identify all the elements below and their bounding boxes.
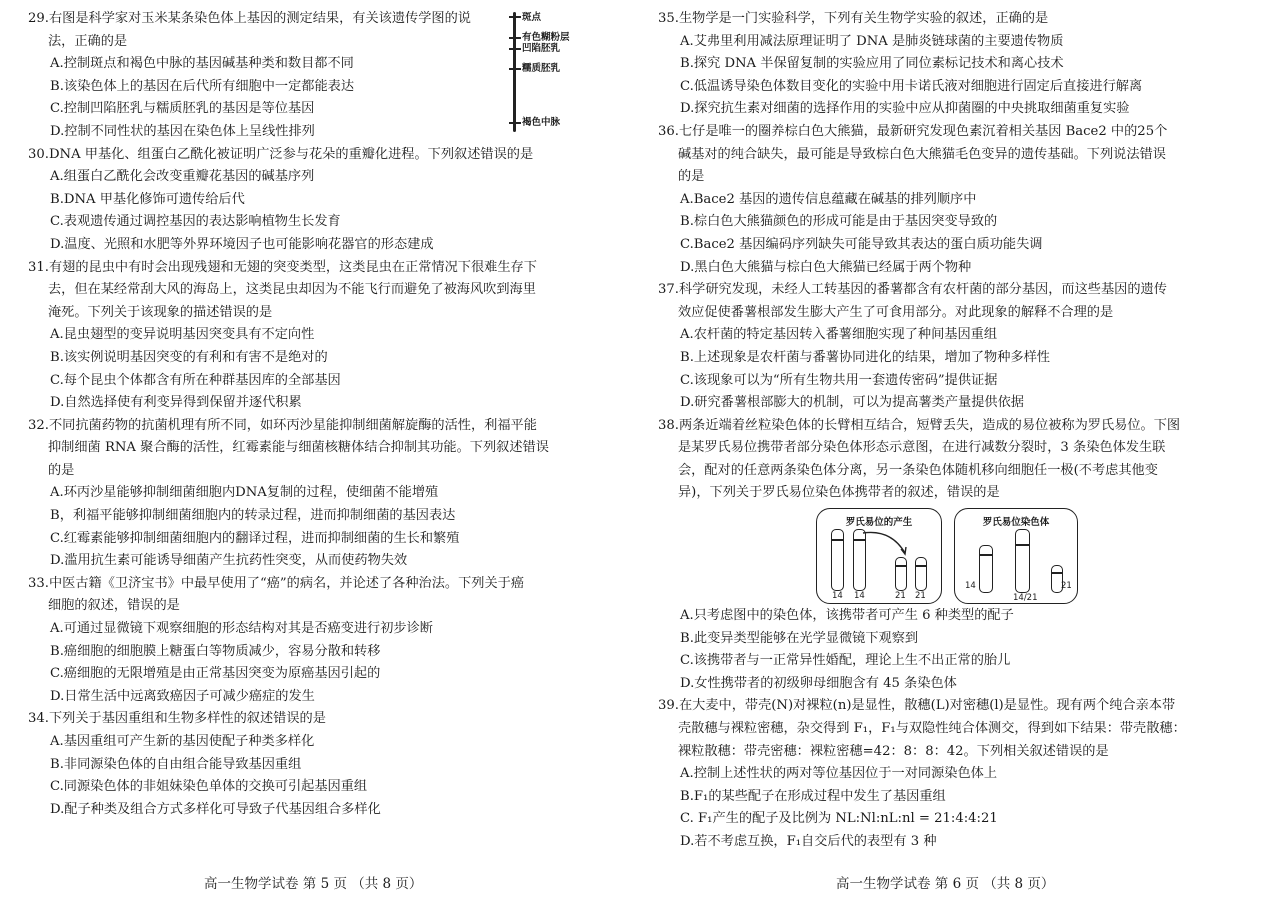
question-stem-line: 的是 <box>48 462 75 478</box>
answer-option: B.此变异类型能够在光学显微镜下观察到 <box>680 630 919 646</box>
question-q31 <box>28 257 618 415</box>
answer-option: D.若不考虑互换，F₁自交后代的表型有 3 种 <box>680 834 937 849</box>
locus-label-shrunken: 凹陷胚乳 <box>522 43 561 54</box>
question-q37 <box>658 279 1258 415</box>
locus-tick <box>509 68 521 70</box>
question-stem-line: 会，配对的任意两条染色体分离，另一条染色体随机移向细胞任一极(不考虑其他变 <box>678 462 1158 478</box>
question-stem-line: 细胞的叙述，错误的是 <box>48 598 180 614</box>
answer-option: B.癌细胞的细胞膜上糖蛋白等物质减少，容易分散和转移 <box>50 643 381 659</box>
answer-option: B.上述现象是农杆菌与番薯协同进化的结果，增加了物种多样性 <box>680 349 1050 365</box>
answer-option: A.农杆菌的特定基因转入番薯细胞实现了种间基因重组 <box>680 327 998 343</box>
answer-option: A.环丙沙星能够抑制细菌细胞内DNA复制的过程，使细菌不能增殖 <box>50 485 439 501</box>
answer-option: C.癌细胞的无限增殖是由正常基因突变为原癌基因引起的 <box>50 666 381 682</box>
right-column-questions <box>658 8 1258 505</box>
chromosome-label: 21 <box>895 591 906 601</box>
locus-label-spots: 斑点 <box>522 12 542 23</box>
chromosome-label: 14/21 <box>1013 593 1038 603</box>
chromosome-21 <box>915 557 927 591</box>
answer-option: A.可通过显微镜下观察细胞的形态结构对其是否癌变进行初步诊断 <box>50 621 433 637</box>
question-stem-line: 37.科学研究发现，未经人工转基因的番薯都含有农杆菌的部分基因，而这些基因的遗传 <box>658 282 1167 298</box>
chromosome-label: 14 <box>965 581 976 591</box>
answer-option: A.控制上述性状的两对等位基因位于一对同源染色体上 <box>680 766 998 782</box>
answer-option: D.控制不同性状的基因在染色体上呈线性排列 <box>50 123 315 139</box>
answer-option: D.探究抗生素对细菌的选择作用的实验中应从抑菌圈的中央挑取细菌重复实验 <box>680 101 1130 117</box>
locus-label-waxy: 糯质胚乳 <box>522 63 561 74</box>
answer-option: B.F₁的某些配子在形成过程中发生了基因重组 <box>680 788 946 804</box>
chromosome-14-21 <box>1015 529 1030 593</box>
locus-label-aleurone: 有色糊粉层 <box>522 32 570 43</box>
question-stem-line: 34.下列关于基因重组和生物多样性的叙述错误的是 <box>28 711 326 727</box>
answer-option: D.黑白色大熊猫与棕白色大熊猫已经属于两个物种 <box>680 259 972 275</box>
question-stem-line: 30.DNA 甲基化、组蛋白乙酰化被证明广泛参与花朵的重瓣化进程。下列叙述错误的是 <box>28 146 534 162</box>
answer-option: A.昆虫翅型的变异说明基因突变具有不定向性 <box>50 327 315 343</box>
robertsonian-figure <box>816 508 1078 604</box>
question-stem-line: 壳散穗与裸粒密穗，杂交得到 F₁，F₁与双隐性纯合体测交，得到如下结果：带壳散穗： <box>678 721 1186 737</box>
question-stem-line: 裸粒散穗：带壳密穗：裸粒密穗=42：8：8：42。下列相关叙述错误的是 <box>678 743 1109 759</box>
answer-option: B，利福平能够抑制细菌细胞内的转录过程，进而抑制细菌的基因表达 <box>50 508 456 524</box>
page-footer-right: 高一生物学试卷 第 6 页 （共 8 页） <box>836 876 1055 892</box>
answer-option: D.温度、光照和水肥等外界环境因子也可能影响花器官的形态建成 <box>50 236 434 252</box>
answer-option: A.基因重组可产生新的基因使配子种类多样化 <box>50 734 315 749</box>
answer-option: C.红霉素能够抑制细菌细胞内的翻译过程，进而抑制细菌的生长和繁殖 <box>50 530 460 546</box>
chromosome-14 <box>979 545 993 593</box>
answer-option: C.该携带者与一正常异性婚配，理论上生不出正常的胎儿 <box>680 653 1011 669</box>
answer-option: C.同源染色体的非姐妹染色单体的交换可引起基因重组 <box>50 779 368 795</box>
question-stem-line: 是某罗氏易位携带者部分染色体形态示意图，在进行减数分裂时，3 条染色体发生联 <box>678 440 1166 456</box>
answer-option: C.控制凹陷胚乳与糯质胚乳的基因是等位基因 <box>50 101 315 117</box>
arrow-icon <box>861 527 911 557</box>
question-stem-line: 效应促使番薯根部发生膨大产生了可食用部分。对此现象的解释不合理的是 <box>678 304 1114 320</box>
question-stem-line: 异)，下列关于罗氏易位染色体携带者的叙述，错误的是 <box>678 485 1000 501</box>
chromosome-21 <box>895 557 907 591</box>
panel-title: 罗氏易位的产生 <box>845 517 913 528</box>
answer-option: D.自然选择使有利变异得到保留并逐代积累 <box>50 395 302 411</box>
question-q30 <box>28 144 618 257</box>
question-39 <box>658 695 1258 853</box>
question-q32 <box>28 415 618 573</box>
question-q35 <box>658 8 1258 121</box>
answer-option: B.非同源染色体的自由组合能导致基因重组 <box>50 756 302 772</box>
chromosome-label: 21 <box>1061 581 1072 591</box>
question-stem-line: 碱基对的纯合缺失，最可能是导致棕白色大熊猫毛色变异的遗传基础。下列说法错误 <box>678 146 1166 162</box>
chromosome-line <box>513 12 516 132</box>
answer-option: B.探究 DNA 半保留复制的实验应用了同位素标记技术和离心技术 <box>680 56 1064 72</box>
question-38-options <box>658 605 1258 695</box>
answer-option: C.该现象可以为“所有生物共用一套遗传密码”提供证据 <box>680 372 998 388</box>
answer-option: C.每个昆虫个体都含有所在种群基因库的全部基因 <box>50 372 341 388</box>
chromosome-label: 14 <box>854 591 865 601</box>
question-stem-line: 32.不同抗菌药物的抗菌机理有所不同，如环丙沙星能抑制细菌解旋酶的活性，利福平能 <box>28 417 537 433</box>
answer-option: D.配子种类及组合方式多样化可导致子代基因组合多样化 <box>50 801 381 817</box>
answer-option: A.组蛋白乙酰化会改变重瓣花基因的碱基序列 <box>50 169 315 185</box>
question-q38 <box>658 415 1258 505</box>
answer-option: A.只考虑图中的染色体，该携带者可产生 6 种类型的配子 <box>680 608 1014 624</box>
answer-option: A.控制斑点和褐色中脉的基因碱基种类和数目都不同 <box>50 56 354 72</box>
answer-option: D.滥用抗生素可能诱导细菌产生抗药性突变，从而使药物失效 <box>50 553 408 569</box>
question-stem-line: 的是 <box>678 169 705 185</box>
question-stem-line: 36.七仔是唯一的圈养棕白色大熊猫，最新研究发现色素沉着相关基因 Bace2 中的25个 <box>658 123 1168 139</box>
question-stem-line: 33.中医古籍《卫济宝书》中最早使用了“癌”的病名，并论述了各种治法。下列关于癌 <box>28 575 525 591</box>
answer-option: B.DNA 甲基化修饰可遗传给后代 <box>50 191 245 207</box>
answer-option: B.该染色体上的基因在后代所有细胞中一定都能表达 <box>50 78 355 94</box>
chromosome-label: 14 <box>832 591 843 601</box>
locus-tick <box>509 37 521 39</box>
question-q36 <box>658 121 1258 279</box>
page-footer-left: 高一生物学试卷 第 5 页 （共 8 页） <box>204 876 423 892</box>
question-stem-line: 抑制细菌 RNA 聚合酶的活性，红霉素能与细菌核糖体结合抑制其功能。下列叙述错误 <box>48 440 549 456</box>
locus-label-brown-midrib: 褐色中脉 <box>522 117 561 128</box>
answer-option: C. F₁产生的配子及比例为 NL:Nl:nL:nl = 21:4:4:21 <box>680 811 998 827</box>
locus-tick <box>509 122 521 124</box>
panel-title: 罗氏易位染色体 <box>982 517 1050 528</box>
question-q33 <box>28 573 618 709</box>
answer-option: C.低温诱导染色体数目变化的实验中用卡诺氏液对细胞进行固定后直接进行解离 <box>680 78 1143 94</box>
answer-option: C.Bace2 基因编码序列缺失可能导致其表达的蛋白质功能失调 <box>680 236 1043 252</box>
chromosome-label: 21 <box>915 591 926 601</box>
question-39 <box>658 695 1258 853</box>
question-stem-line: 35.生物学是一门实验科学，下列有关生物学实验的叙述，正确的是 <box>658 11 1049 26</box>
question-stem-line: 淹死。下列关于该现象的描述错误的是 <box>48 304 273 320</box>
question-stem-line: 法，正确的是 <box>48 33 128 49</box>
question-stem-line: 去，但在某经常刮大风的海岛上，这类昆虫却因为不能飞行而避免了被海风吹到海里 <box>48 282 536 298</box>
panel-translocation-chromosome <box>954 508 1078 604</box>
right-column <box>658 8 1258 854</box>
question-stem-line: 31.有翅的昆虫中有时会出现残翅和无翅的突变类型，这类昆虫在正常情况下很难生存下 <box>28 259 537 275</box>
answer-option: D.研究番薯根部膨大的机制，可以为提高薯类产量提供依据 <box>680 395 1024 411</box>
locus-tick <box>509 48 521 50</box>
answer-option: A.艾弗里利用减法原理证明了 DNA 是肺炎链球菌的主要遗传物质 <box>680 33 1064 49</box>
question-q34 <box>28 708 618 821</box>
chromosome-14 <box>831 529 844 591</box>
question-stem-line: 38.两条近端着丝粒染色体的长臂相互结合，短臂丢失，造成的易位被称为罗氏易位。下图 <box>658 417 1181 433</box>
answer-option: B.棕白色大熊猫颜色的形成可能是由于基因突变导致的 <box>680 214 998 230</box>
chromosome-map-figure <box>506 12 601 138</box>
locus-tick <box>509 16 521 18</box>
answer-option: D.女性携带者的初级卵母细胞含有 45 条染色体 <box>680 675 957 691</box>
answer-option: B.该实例说明基因突变的有利和有害不是绝对的 <box>50 349 328 365</box>
question-stem-line: 29.右图是科学家对玉米某条染色体上基因的测定结果，有关该遗传学图的说 <box>28 11 471 26</box>
answer-option: C.表观遗传通过调控基因的表达影响植物生长发育 <box>50 214 341 230</box>
question-stem-line: 39.在大麦中，带壳(N)对裸粒(n)是显性，散穗(L)对密穗(l)是显性。现有两个纯合亲本带 <box>658 698 1176 714</box>
answer-option: D.日常生活中远离致癌因子可减少癌症的发生 <box>50 688 315 704</box>
panel-translocation-origin <box>816 508 942 604</box>
answer-option: A.Bace2 基因的遗传信息蕴藏在碱基的排列顺序中 <box>680 191 977 207</box>
